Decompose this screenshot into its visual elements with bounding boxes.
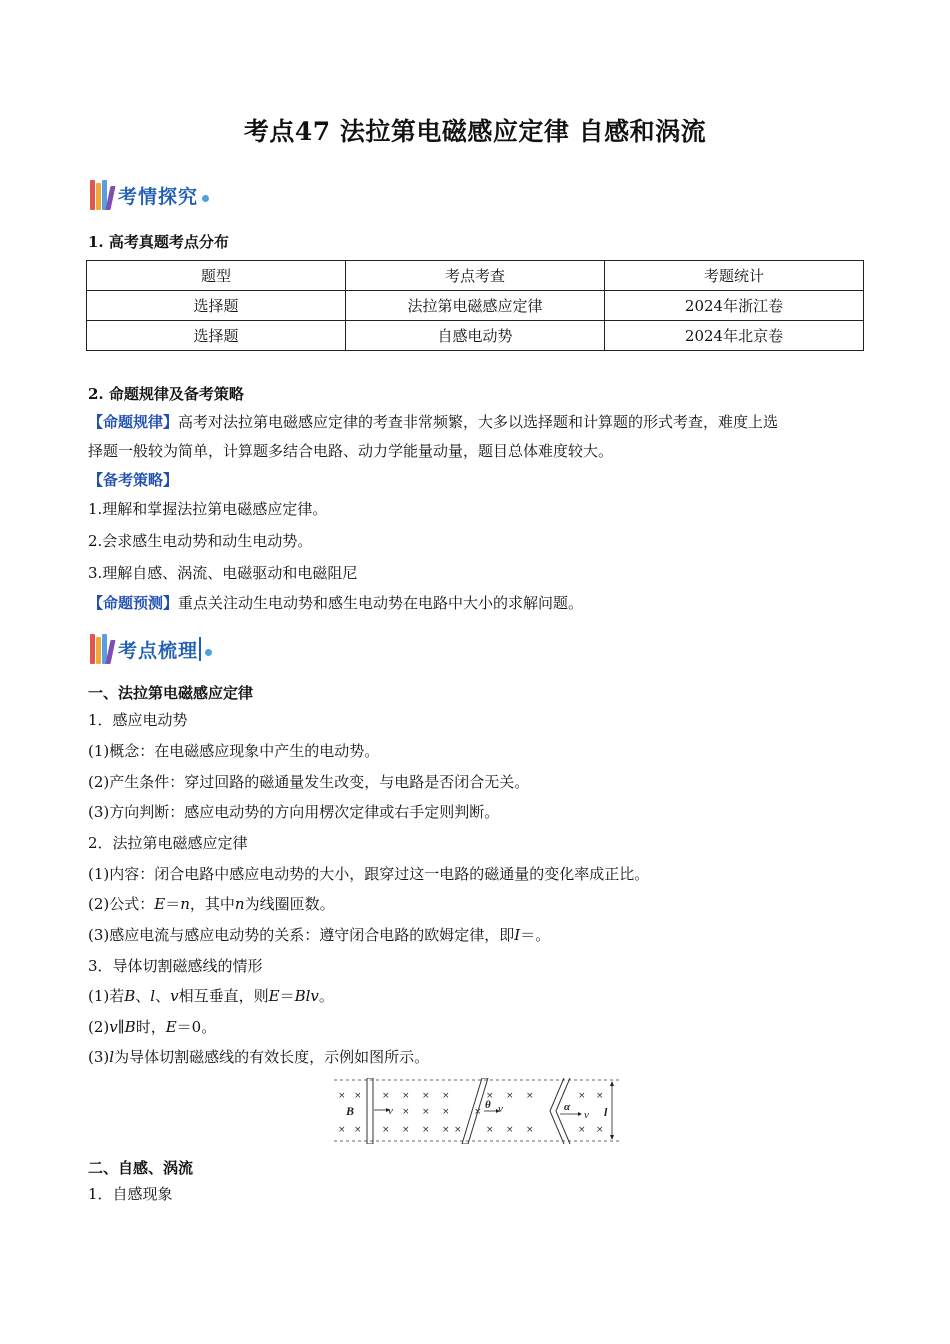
cross-mark: × <box>506 1091 514 1101</box>
table-cell: 选择题 <box>87 321 346 351</box>
cut-line-2: (2)v∥B时，E＝0。 <box>88 1018 217 1036</box>
part-heading: 二、自感、涡流 <box>88 1159 194 1177</box>
cut-line-3: (3)l为导体切割磁感线的有效长度，示例如图所示。 <box>88 1048 430 1066</box>
velocity-label: v <box>584 1109 589 1121</box>
field-label: B <box>346 1104 355 1118</box>
cross-mark: × <box>526 1091 534 1101</box>
velocity-label: v <box>388 1105 393 1117</box>
cross-mark: × <box>422 1091 430 1101</box>
strategy-item: 2.会求感生电动势和动生电动势。 <box>88 532 313 550</box>
table-cell: 2024年北京卷 <box>605 321 864 351</box>
formula-line: (2)公式：E＝n，其中n为线圈匝数。 <box>88 895 335 913</box>
table-cell: 选择题 <box>87 291 346 321</box>
cross-mark: × <box>442 1091 450 1101</box>
table-cell: 2024年浙江卷 <box>605 291 864 321</box>
body-line: (1)概念：在电磁感应现象中产生的电动势。 <box>88 742 380 760</box>
books-icon <box>90 634 114 664</box>
dot-icon <box>205 649 212 656</box>
table-cell: 自感电动势 <box>346 321 605 351</box>
rule-paragraph-cont: 择题一般较为简单，计算题多结合电路、动力学能量动量，题目总体难度较大。 <box>88 442 614 460</box>
table-header-row <box>87 261 864 291</box>
table-header-cell: 考题统计 <box>605 261 864 291</box>
cross-mark: × <box>402 1107 410 1117</box>
section-heading: 1. 高考真题考点分布 <box>88 233 229 251</box>
body-line: 1．感应电动势 <box>88 711 188 729</box>
cross-mark: × <box>402 1125 410 1135</box>
cross-mark: × <box>486 1091 494 1101</box>
rule-text: 高考对法拉第电磁感应定律的考查非常频繁，大多以选择题和计算题的形式考查，难度上选 <box>178 413 779 431</box>
cross-mark: × <box>422 1125 430 1135</box>
table-cell: 法拉第电磁感应定律 <box>346 291 605 321</box>
cross-mark: × <box>442 1107 450 1117</box>
table-row <box>87 321 864 351</box>
banner-title: 考点梳理 <box>118 639 199 662</box>
predict-paragraph <box>88 589 868 618</box>
cross-mark: × <box>526 1125 534 1135</box>
dot-icon <box>202 195 209 202</box>
strategy-label: 【备考策略】 <box>88 471 179 489</box>
part-heading: 一、法拉第电磁感应定律 <box>88 684 254 702</box>
cross-mark: × <box>382 1125 390 1135</box>
table-row <box>87 291 864 321</box>
cross-mark: × <box>596 1091 604 1101</box>
strategy-item: 1.理解和掌握法拉第电磁感应定律。 <box>88 500 328 518</box>
body-line: (1)内容：闭合电路中感应电动势的大小，跟穿过这一电路的磁通量的变化率成正比。 <box>88 865 650 883</box>
books-icon <box>90 180 114 210</box>
body-line: (2)产生条件：穿过回路的磁通量发生改变，与电路是否闭合无关。 <box>88 773 530 791</box>
cross-mark: × <box>338 1091 346 1101</box>
rule-paragraph <box>88 408 868 437</box>
body-line: (3)方向判断：感应电动势的方向用楞次定律或右手定则判断。 <box>88 803 500 821</box>
section-banner-exam-analysis <box>90 175 209 215</box>
body-line: 2．法拉第电磁感应定律 <box>88 834 248 852</box>
cross-mark: × <box>596 1125 604 1135</box>
length-label: l <box>604 1105 608 1119</box>
page-title: 考点47 法拉第电磁感应定律 自感和涡流 <box>243 117 707 146</box>
cross-mark: × <box>354 1125 362 1135</box>
current-relation-line: (3)感应电流与感应电动势的关系：遵守闭合电路的欧姆定律，即I＝。 <box>88 926 551 944</box>
cross-mark: × <box>422 1107 430 1117</box>
section-heading: 2. 命题规律及备考策略 <box>88 385 244 403</box>
banner-title: 考情探究 <box>118 185 199 208</box>
body-line: 1．自感现象 <box>88 1185 173 1203</box>
angle-alpha-label: α <box>564 1101 571 1113</box>
exam-distribution-table <box>86 260 864 351</box>
text-cursor <box>199 637 201 661</box>
cross-mark: × <box>474 1107 482 1117</box>
strategy-item: 3.理解自感、涡流、电磁驱动和电磁阻尼 <box>88 564 358 582</box>
cross-mark: × <box>382 1091 390 1101</box>
velocity-label: v <box>498 1103 503 1115</box>
cross-mark: × <box>454 1125 462 1135</box>
table-header-cell: 考点考查 <box>346 261 605 291</box>
body-line: 3．导体切割磁感线的情形 <box>88 957 263 975</box>
effective-length-figure <box>334 1078 620 1144</box>
cross-mark: × <box>578 1091 586 1101</box>
cross-mark: × <box>578 1125 586 1135</box>
cut-line-1: (1)若B、l、v相互垂直，则E＝Blv。 <box>88 987 334 1005</box>
section-banner-key-points <box>90 629 212 669</box>
table-header-cell: 题型 <box>87 261 346 291</box>
cross-mark: × <box>402 1091 410 1101</box>
predict-label: 【命题预测】 <box>88 594 179 612</box>
cross-mark: × <box>506 1125 514 1135</box>
cross-mark: × <box>442 1125 450 1135</box>
cross-mark: × <box>486 1125 494 1135</box>
rule-label: 【命题规律】 <box>88 413 179 431</box>
cross-mark: × <box>338 1125 346 1135</box>
angle-theta-label: θ <box>485 1099 491 1111</box>
predict-text: 重点关注动生电动势和感生电动势在电路中大小的求解问题。 <box>178 594 584 612</box>
cross-mark: × <box>354 1091 362 1101</box>
